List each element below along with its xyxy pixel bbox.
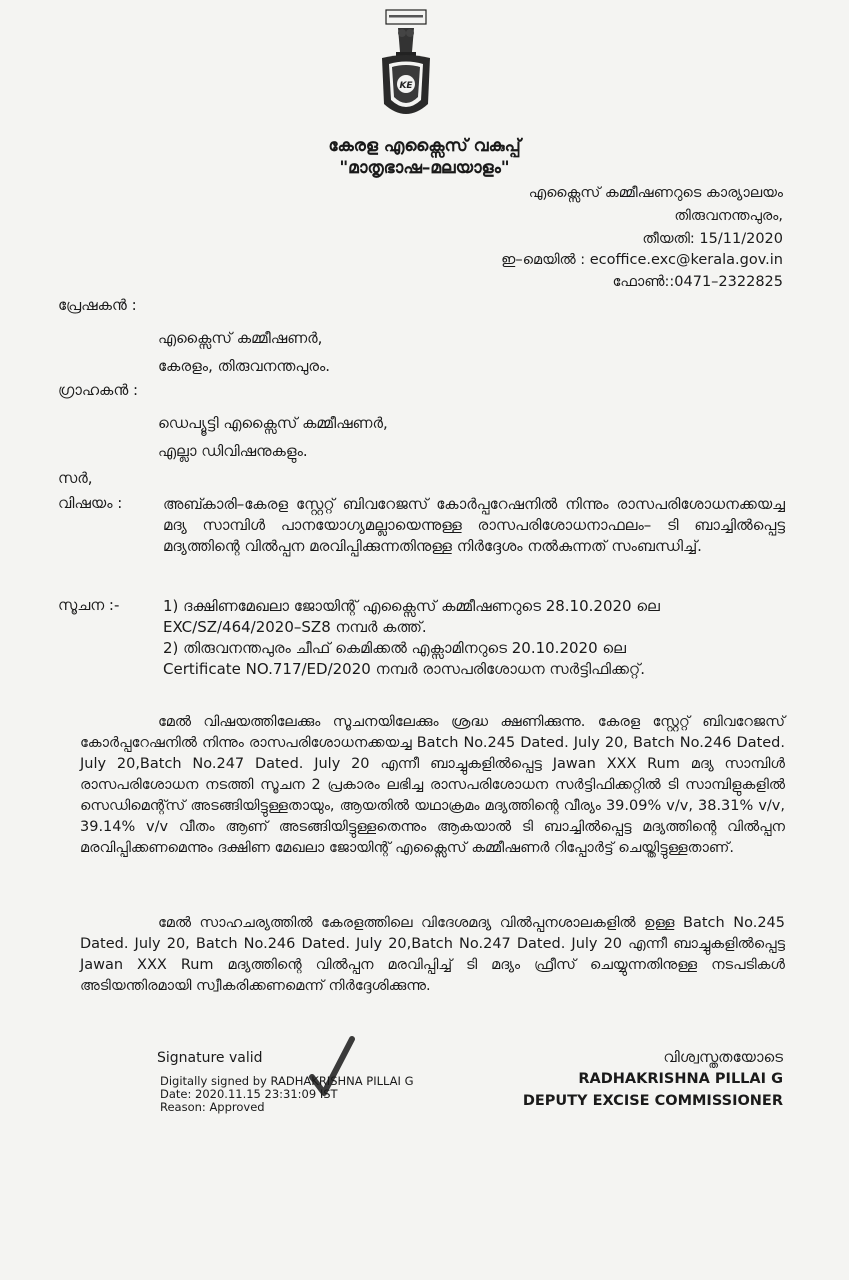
letter-date: തീയതി: 15/11/2020	[642, 231, 783, 247]
signature-date: Date: 2020.11.15 23:31:09 IST	[160, 1087, 338, 1101]
salutation: സർ,	[58, 469, 93, 487]
signature-reason: Reason: Approved	[160, 1100, 265, 1114]
signatory-designation: DEPUTY EXCISE COMMISSIONER	[522, 1093, 783, 1109]
subject-text: അബ്കാരി–കേരള സ്റ്റേറ്റ് ബിവറേജസ് കോർപ്പറേഷനിൽ നിന്നും രാസപരിശോധനക്കയച്ച മദ്യ സാമ്പിൾ പാനയോഗ്യമല്ലായെന്നുള്ള രാസപരിശോധനാഫലം– ടി ബാച്ചിൽപ്പെട്ട മദ്യത്തിന്റെ വിൽപ്പന മരവിപ്പിക്കുന്നതിനുള്ള നിർദ്ദേശം നൽകുന്നത് സംബന്ധിച്ച്.	[163, 495, 785, 555]
kerala-excise-emblem	[372, 8, 440, 126]
reference-list	[163, 596, 785, 680]
sender-line2: കേരളം, തിരുവനന്തപുരം.	[158, 357, 331, 375]
body-paragraph-1: മേൽ വിഷയത്തിലേക്കും സൂചനയിലേക്കും ശ്രദ്ധ ക്ഷണിക്കുന്നു. കേരള സ്റ്റേറ്റ് ബിവറേജസ് കോർപ്പറേഷനിൽ നിന്നും രാസപരിശോധനക്കയച്ച Batch No.245 Dated. July 20, Batch No.246 Dated. July 20,Batch No.247 Dated. July 20 എന്നീ ബാച്ചുകളിൽപ്പെട്ട Jawan XXX Rum മദ്യ സാമ്പിൾ രാസപരിശോധന നടത്തി സൂചന 2 പ്രകാരം ലഭിച്ച രാസപരിശോധന സർട്ടിഫിക്കറ്റിൽ ടി സാമ്പിളുകളിൽ സെഡിമെന്റ്സ് അടങ്ങിയിട്ടുള്ളതായും, ആയതിൽ യഥാക്രമം മദ്യത്തിന്റെ വീര്യം 39.09% v/v, 38.31% v/v, 39.14% v/v വീതം ആണ് അടങ്ങിയിട്ടുള്ളതെന്നും ആകയാൽ ടി ബാച്ചിൽപ്പെട്ട മദ്യത്തിന്റെ വിൽപ്പന മരവിപ്പിക്കണമെന്നും ദക്ഷിണ മേഖലാ ജോയിന്റ് എക്സൈസ് കമ്മീഷണർ റിപ്പോർട്ട് ചെയ്തിട്ടുള്ളതാണ്.	[80, 714, 785, 856]
office-phone: ഫോൺ::0471–2322825	[612, 274, 783, 290]
reference-1-line2: EXC/SZ/464/2020–SZ8 നമ്പർ കത്ത്.	[163, 618, 427, 636]
receiver-line1: ഡെപ്യൂട്ടി എക്സൈസ് കമ്മീഷണർ,	[158, 414, 388, 432]
body-paragraph-2: മേൽ സാഹചര്യത്തിൽ കേരളത്തിലെ വിദേശമദ്യ വിൽപ്പനശാലകളിൽ ഉള്ള Batch No.245 Dated. July 20, Batch No.246 Dated. July 20,Batch No.247 Dated. July 20 എന്നീ ബാച്ചുകളിൽപ്പെട്ട Jawan XXX Rum മദ്യത്തിന്റെ വിൽപ്പന മരവിപ്പിച്ച് ടി മദ്യം ഫ്രീസ് ചെയ്യുന്നതിനുള്ള നടപടികൾ അടിയന്തിരമായി സ്വീകരിക്കണമെന്ന് നിർദ്ദേശിക്കുന്നു.	[80, 915, 785, 994]
office-name: എക്സൈസ് കമ്മീഷണറുടെ കാര്യാലയം	[528, 185, 783, 201]
signature-valid-label: Signature valid	[157, 1050, 263, 1066]
department-motto: "മാതൃഭാഷ–മലയാളം"	[339, 158, 510, 178]
office-place: തിരുവനന്തപുരം,	[674, 208, 783, 224]
signed-by: Digitally signed by RADHAKRISHNA PILLAI G	[160, 1074, 414, 1088]
department-title: കേരള എക്സൈസ് വകുപ്പ്	[328, 136, 521, 156]
sender-label: പ്രേഷകൻ :	[58, 296, 137, 314]
receiver-line2: എല്ലാ ഡിവിഷനുകളും.	[158, 442, 308, 460]
reference-1-line1: 1) ദക്ഷിണമേഖലാ ജോയിന്റ് എക്സൈസ് കമ്മീഷണറുടെ 28.10.2020 ലെ	[163, 597, 660, 615]
digital-signature-details	[160, 1075, 414, 1114]
subject-label: വിഷയം :	[58, 494, 123, 512]
sender-line1: എക്സൈസ് കമ്മീഷണർ,	[158, 329, 323, 347]
reference-label: സൂചന :-	[58, 596, 120, 614]
receiver-label: ഗ്രാഹകൻ :	[58, 381, 139, 399]
emblem-monogram: KE	[399, 81, 413, 91]
reference-2-line2: Certificate NO.717/ED/2020 നമ്പർ രാസപരിശോധന സർട്ടിഫിക്കറ്റ്.	[163, 660, 645, 678]
office-email: ഇ–മെയിൽ : ecoffice.exc@kerala.gov.in	[501, 252, 783, 268]
reference-2-line1: 2) തിരുവനന്തപുരം ചീഫ് കെമിക്കൽ എക്സാമിനറുടെ 20.10.2020 ലെ	[163, 639, 626, 657]
closing-regards: വിശ്വസ്തതയോടെ	[663, 1048, 783, 1066]
signatory-name: RADHAKRISHNA PILLAI G	[578, 1071, 783, 1087]
